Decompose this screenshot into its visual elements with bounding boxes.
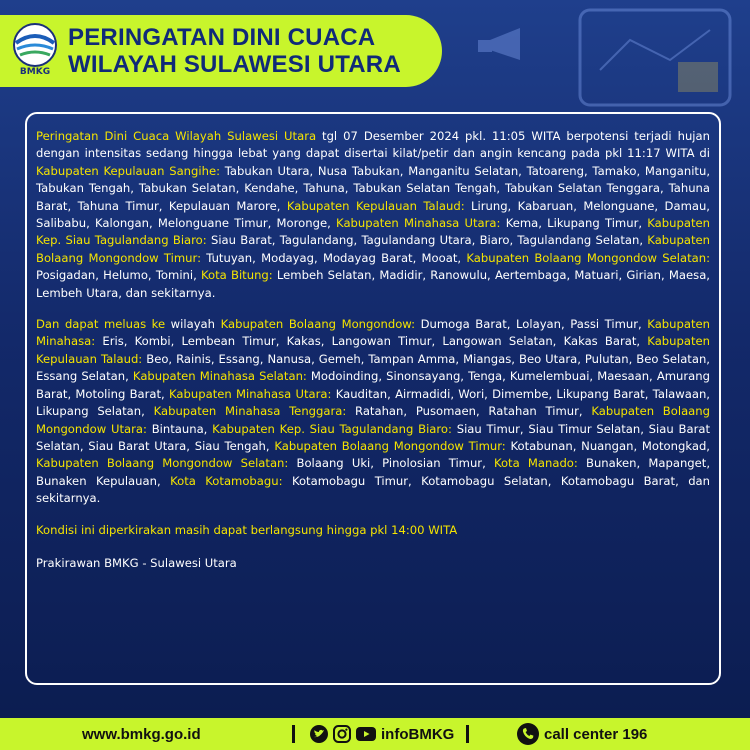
district-list: Kotamobagu Timur, Kotamobagu Selatan, Kotamobagu Barat, dan sekitarnya. bbox=[36, 473, 711, 506]
district-list: Modoinding, Sinonsayang, Tenga, Kumelembuai, Maesaan, Amurang Barat, Motoling Barat, bbox=[36, 369, 710, 401]
region-heading: Peringatan Dini Cuaca Wilayah Sulawesi Utara bbox=[36, 129, 317, 143]
district-list: Tutuyan, Modayag, Modayag Barat, Mooat, bbox=[200, 250, 467, 265]
district-list: Kotabunan, Nuangan, Motongkad, bbox=[505, 438, 710, 453]
page-title bbox=[68, 24, 401, 78]
instagram-icon[interactable] bbox=[333, 725, 351, 743]
region-heading: Dan dapat meluas ke bbox=[36, 317, 166, 332]
region-heading: Kabupaten Minahasa Utara: bbox=[169, 386, 332, 401]
call-center-text[interactable]: call center 196 bbox=[544, 725, 648, 743]
district-list: Lembeh Selatan, Madidir, Ranowulu, Aertembaga, Matuari, Girian, Maesa, Lembeh Utara, dan sekitarnya. bbox=[36, 268, 710, 300]
background-map-illustration bbox=[430, 0, 750, 120]
title-line-2: WILAYAH SULAWESI UTARA bbox=[68, 51, 401, 78]
district-list: Kema, Likupang Timur, bbox=[500, 216, 648, 231]
website-link[interactable]: www.bmkg.go.id bbox=[82, 725, 201, 743]
warning-paragraph-1 bbox=[36, 128, 710, 302]
footer-separator bbox=[466, 725, 469, 743]
district-list: Bunaken, Mapanget, Bunaken Kepulauan, bbox=[36, 456, 711, 488]
district-list: Dumoga Barat, Lolayan, Passi Timur, bbox=[415, 317, 648, 332]
region-heading: Kota Bitung: bbox=[201, 268, 273, 283]
region-heading: Kabupaten Minahasa: bbox=[36, 317, 710, 349]
region-heading: Kabupaten Bolaang Mongondow Timur: bbox=[274, 438, 506, 453]
region-heading: Kabupaten Bolaang Mongondow Timur: bbox=[36, 233, 710, 265]
district-list: Bolaang Uki, Pinolosian Timur, bbox=[288, 456, 494, 471]
duration-note: Kondisi ini diperkirakan masih dapat berlangsung hingga pkl 14:00 WITA bbox=[36, 522, 458, 537]
region-heading: Kabupaten Kepulauan Talaud: bbox=[36, 334, 710, 366]
twitter-icon[interactable] bbox=[310, 725, 328, 743]
footer-bar bbox=[0, 718, 750, 750]
call-center-group bbox=[517, 718, 647, 750]
region-heading: Kabupaten Minahasa Selatan: bbox=[132, 369, 307, 384]
district-list: Posigadan, Helumo, Tomini, bbox=[36, 268, 202, 283]
district-list: Bintauna, bbox=[146, 421, 213, 436]
header-banner bbox=[0, 15, 442, 87]
region-heading: Kabupaten Bolaang Mongondow Utara: bbox=[36, 404, 710, 436]
title-line-1: PERINGATAN DINI CUACA bbox=[68, 24, 376, 51]
district-list: Siau Timur, Siau Timur Selatan, Siau Barat Selatan, Siau Barat Utara, Siau Tengah, bbox=[36, 421, 710, 453]
warning-paragraph-2 bbox=[36, 316, 710, 507]
district-list: Lirung, Kabaruan, Melonguane, Damau, Salibabu, Kalongan, Melonguane Timur, Moronge, bbox=[36, 198, 710, 231]
region-heading: Kota Kotamobagu: bbox=[170, 473, 283, 488]
region-heading: Kabupaten Kepulauan Sangihe: bbox=[36, 163, 220, 178]
district-list: wilayah bbox=[165, 317, 221, 332]
region-heading: Kabupaten Bolaang Mongondow: bbox=[220, 317, 416, 332]
region-heading: Kabupaten Kepulauan Talaud: bbox=[286, 198, 465, 213]
region-heading: Kabupaten Bolaang Mongondow Selatan: bbox=[36, 456, 289, 471]
district-list: Siau Barat, Tagulandang, Tagulandang Utara, Biaro, Tagulandang Selatan, bbox=[206, 233, 648, 248]
region-heading: Kabupaten Minahasa Utara: bbox=[336, 216, 501, 231]
district-list: Eris, Kombi, Lembean Timur, Kakas, Langowan Timur, Langowan Selatan, Kakas Barat, bbox=[95, 334, 648, 349]
social-media-group bbox=[310, 718, 454, 750]
phone-icon bbox=[517, 723, 539, 745]
region-heading: Kabupaten Kep. Siau Tagulandang Biaro: bbox=[36, 216, 710, 248]
district-list: Ratahan, Pusomaen, Ratahan Timur, bbox=[346, 404, 592, 419]
region-heading: Kabupaten Bolaang Mongondow Selatan: bbox=[466, 250, 710, 265]
footer-separator bbox=[292, 725, 295, 743]
logo-text: BMKG bbox=[19, 67, 51, 77]
district-list: Beo, Rainis, Essang, Nanusa, Gemeh, Tampan Amma, Miangas, Beo Utara, Pulutan, Beo Selatan, Essang Selatan, bbox=[36, 351, 710, 384]
warning-content-box bbox=[25, 112, 721, 685]
region-heading: Kabupaten Kep. Siau Tagulandang Biaro: bbox=[212, 421, 452, 436]
forecaster-signature: Prakirawan BMKG - Sulawesi Utara bbox=[36, 555, 237, 570]
youtube-icon[interactable] bbox=[356, 726, 376, 742]
region-heading: Kabupaten Minahasa Tenggara: bbox=[153, 404, 347, 419]
social-handle[interactable]: infoBMKG bbox=[381, 725, 455, 743]
region-heading: Kota Manado: bbox=[493, 456, 578, 471]
bmkg-logo-icon bbox=[12, 23, 58, 67]
district-list: tgl 07 Desember 2024 pkl. 11:05 WITA berpotensi terjadi hujan dengan intensitas sedang hingga lebat yang dapat disertai kilat/petir dan angin kencang pada pkl 11:17 WITA di bbox=[36, 129, 710, 161]
district-list: Tabukan Utara, Nusa Tabukan, Manganitu Selatan, Tatoareng, Tamako, Manganitu, Tabukan Tengah, Tabukan Selatan, Kendahe, Tahuna, Tabukan Selatan Tengah, Tabukan Selatan Tenggara, Tahuna Barat, Tahuna Timur, Kepulauan Marore, bbox=[36, 163, 711, 213]
district-list: Kauditan, Airmadidi, Wori, Dimembe, Likupang Barat, Talawaan, Likupang Selatan, bbox=[36, 386, 710, 419]
bmkg-logo bbox=[12, 23, 58, 79]
